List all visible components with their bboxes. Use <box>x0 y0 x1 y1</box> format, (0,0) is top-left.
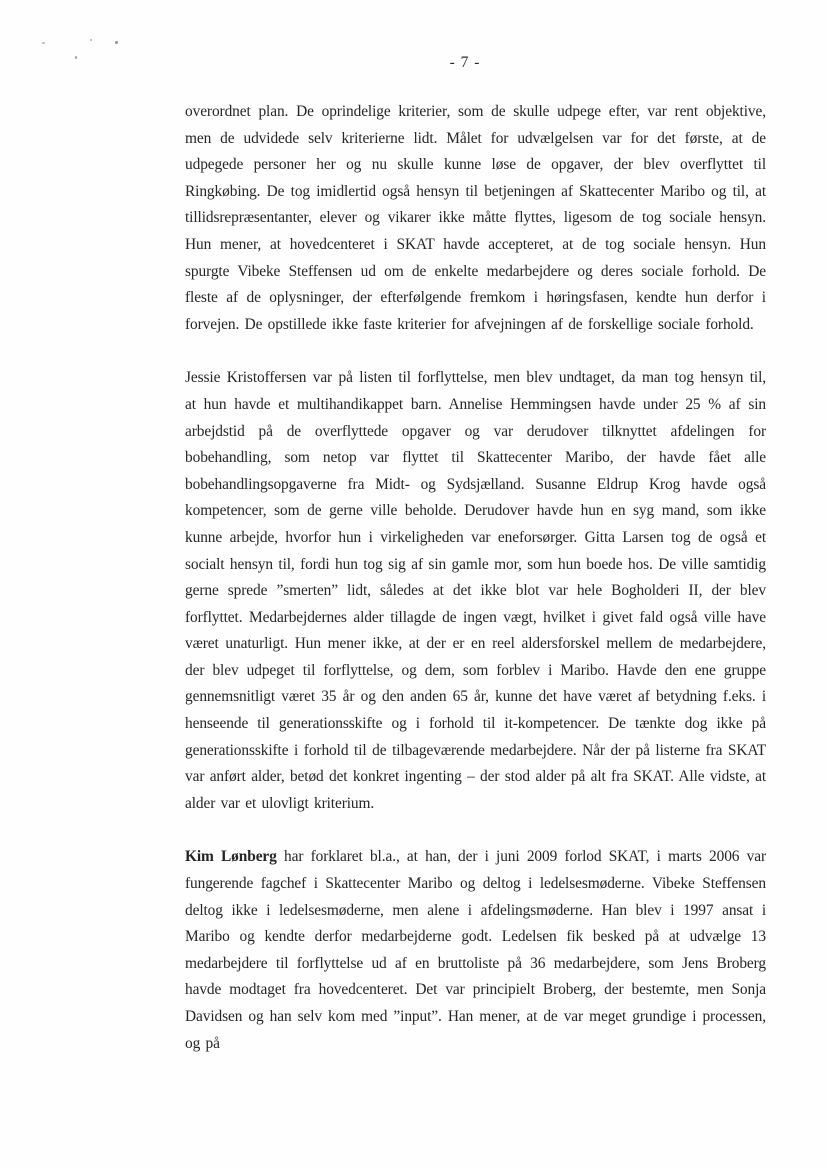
paragraph-text: har forklaret bl.a., at han, der i juni 2009 forlod SKAT, i marts 2006 var fungerende fagchef i Skattecenter Maribo og deltog i ledelsesmøderne. Vibeke Steffensen deltog ikke i ledelsesmøderne, men alene i afdelingsmøderne. Han blev i 1997 ansat i Maribo og kendte derfor medarbejderne godt. Ledelsen fik besked på at udvælge 13 medarbejdere til forflyttelse ud af en bruttoliste på 36 medarbejdere, som Jens Broberg havde modtaget fra hovedcenteret. Det var principielt Broberg, der bestemte, men Sonja Davidsen og han selv kom med ”input”. Han mener, at de var meget grundige i processen, og på <box>185 848 766 1052</box>
scan-speck <box>75 56 77 59</box>
paragraph-witness-criteria <box>185 99 766 338</box>
paragraph-kim-lonberg-testimony <box>185 844 766 1057</box>
paragraph-text: overordnet plan. De oprindelige kriterier, som de skulle udpege efter, var rent objektive, men de udvidede selv kriterierne lidt. Målet for udvælgelsen var for det første, at de udpegede personer her og nu skulle kunne løse de opgaver, der blev overflyttet til Ringkøbing. De tog imidlertid også hensyn til betjeningen af Skattecenter Maribo og til, at tillidsrepræsentanter, elever og vikarer ikke måtte flyttes, ligesom de tog sociale hensyn. Hun mener, at hovedcenteret i SKAT havde accepteret, at de tog sociale hensyn. Hun spurgte Vibeke Steffensen ud om de enkelte medarbejdere og deres sociale forhold. De fleste af de oplysninger, der efterfølgende fremkom i høringsfasen, kendte hun derfor i forvejen. De opstillede ikke faste kriterier for afvejningen af de forskellige sociale forhold. <box>185 103 766 333</box>
speaker-name: Kim Lønberg <box>185 848 277 866</box>
scan-speck <box>42 42 45 44</box>
paragraph-social-considerations <box>185 365 766 817</box>
document-body <box>185 99 766 1084</box>
paragraph-text: Jessie Kristoffersen var på listen til forflyttelse, men blev undtaget, da man tog hensyn til, at hun havde et multihandikappet barn. Annelise Hemmingsen havde under 25 % af sin arbejdstid på de overflyttede opgaver og var derudover tilknyttet afdelingen for bobehandling, som netop var flyttet til Skattecenter Maribo, der havde fået alle bobehandlingsopgaverne fra Midt- og Sydsjælland. Susanne Eldrup Krog havde også kompetencer, som de gerne ville beholde. Derudover havde hun en syg mand, som ikke kunne arbejde, hvorfor hun i virkeligheden var eneforsørger. Gitta Larsen tog de også et socialt hensyn til, fordi hun tog sig af sin gamle mor, som hun boede hos. De ville samtidig gerne sprede ”smerten” lidt, således at det ikke blot var hele Bogholderi II, der blev forflyttet. Medarbejdernes alder tillagde de ingen vægt, hvilket i givet fald også ville have været unaturligt. Hun mener ikke, at der er en reel aldersforskel mellem de medarbejdere, der blev udpeget til forflyttelse, og dem, som forblev i Maribo. Havde den ene gruppe gennemsnitligt været 35 år og den anden 65 år, kunne det have været af betydning f.eks. i henseende til generationsskifte og i forhold til it-kompetencer. De tænkte dog ikke på generationsskifte i forhold til de tilbageværende medarbejdere. Når der på listerne fra SKAT var anført alder, betød det konkret ingenting – der stod alder på alt fra SKAT. Alle vidste, at alder var et ulovligt kriterium. <box>185 369 766 812</box>
scan-speck <box>115 41 118 44</box>
page-number: - 7 - <box>449 54 481 71</box>
scan-speck <box>90 39 92 41</box>
